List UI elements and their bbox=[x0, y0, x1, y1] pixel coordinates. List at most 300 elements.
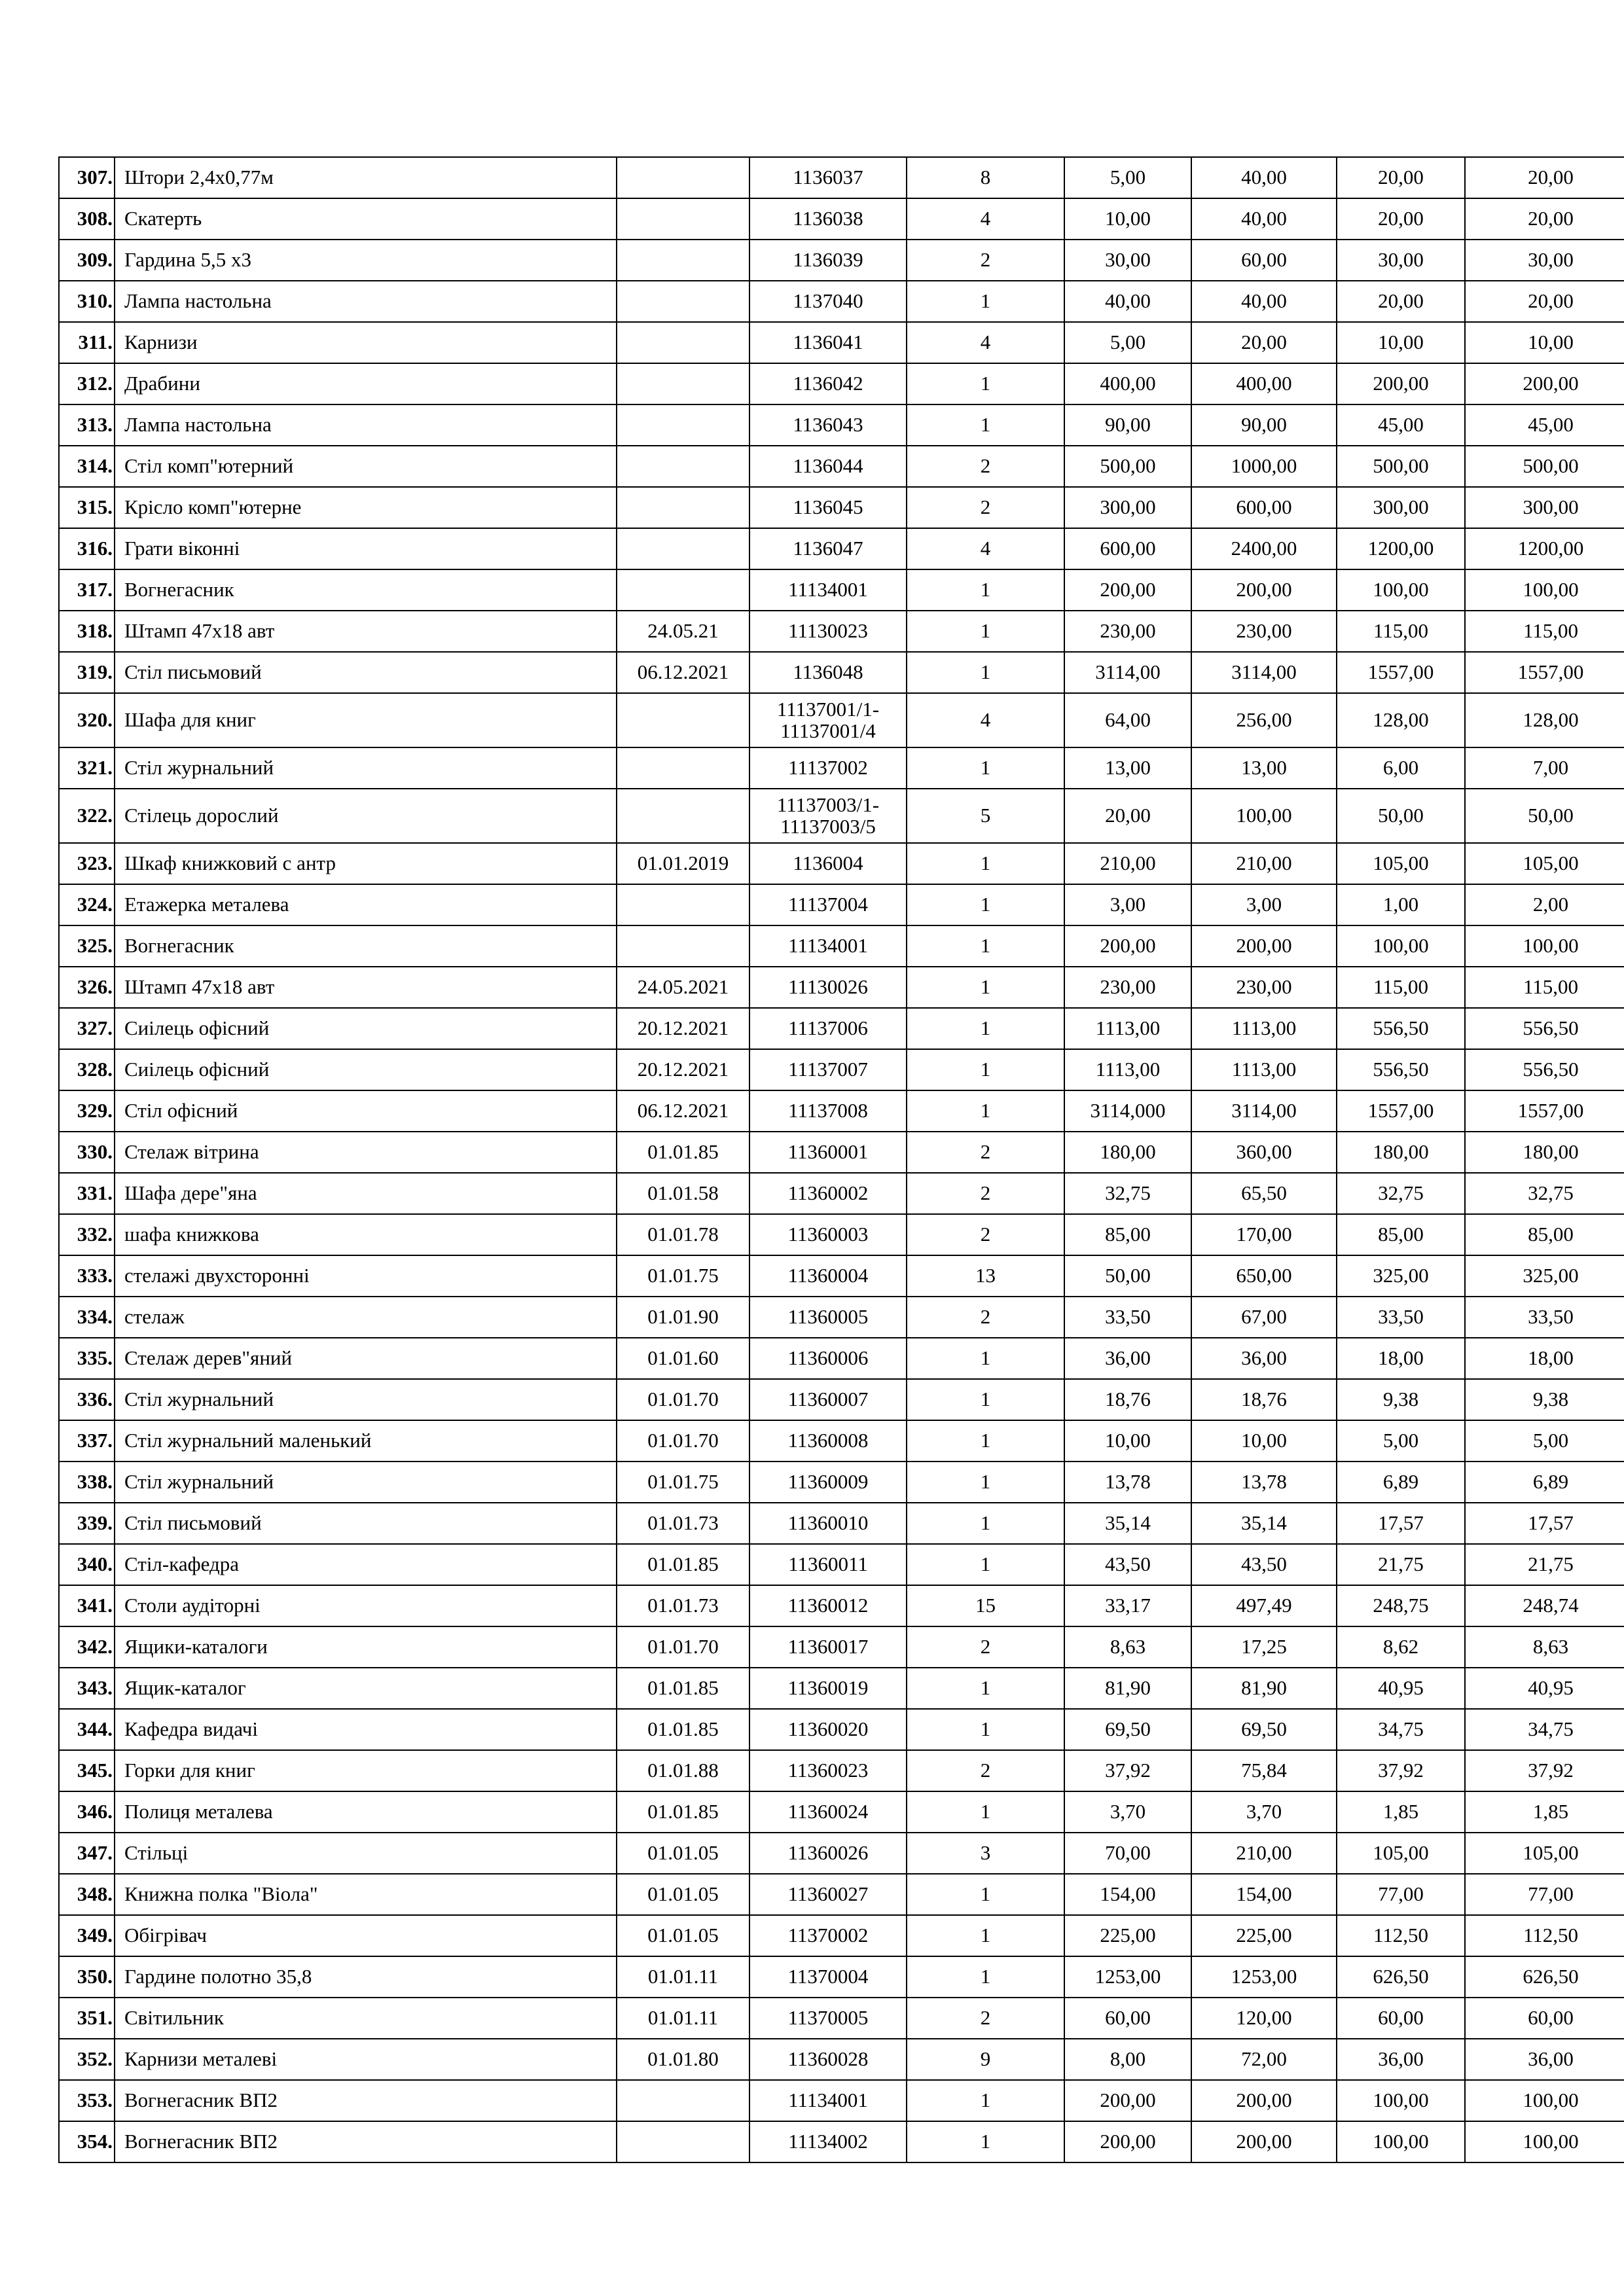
item-name-cell: Стільці bbox=[115, 1833, 617, 1874]
item-name-cell: Стіл журнальний маленький bbox=[115, 1420, 617, 1462]
table-row bbox=[59, 1626, 1624, 1668]
depreciation-cell: 17,57 bbox=[1337, 1503, 1465, 1544]
quantity-cell: 1 bbox=[907, 925, 1064, 967]
depreciation-cell: 100,00 bbox=[1337, 2121, 1465, 2162]
residual-value-cell: 60,00 bbox=[1465, 1998, 1624, 2039]
total-value-cell: 1113,00 bbox=[1191, 1008, 1337, 1049]
date-cell bbox=[617, 884, 749, 925]
inventory-number-cell: 11370002 bbox=[749, 1915, 907, 1956]
row-number-cell: 327. bbox=[59, 1008, 115, 1049]
depreciation-cell: 180,00 bbox=[1337, 1132, 1465, 1173]
unit-price-cell: 13,00 bbox=[1064, 747, 1191, 789]
inventory-number-cell: 1136041 bbox=[749, 322, 907, 363]
unit-price-cell: 225,00 bbox=[1064, 1915, 1191, 1956]
item-name-cell: Шкаф книжковий с антр bbox=[115, 843, 617, 884]
residual-value-cell: 17,57 bbox=[1465, 1503, 1624, 1544]
residual-value-cell: 626,50 bbox=[1465, 1956, 1624, 1998]
depreciation-cell: 21,75 bbox=[1337, 1544, 1465, 1585]
quantity-cell: 1 bbox=[907, 281, 1064, 322]
residual-value-cell: 325,00 bbox=[1465, 1255, 1624, 1297]
depreciation-cell: 40,95 bbox=[1337, 1668, 1465, 1709]
item-name-cell: Лампа настольна bbox=[115, 281, 617, 322]
date-cell: 06.12.2021 bbox=[617, 1090, 749, 1132]
table-row bbox=[59, 1750, 1624, 1791]
depreciation-cell: 60,00 bbox=[1337, 1998, 1465, 2039]
table-row bbox=[59, 446, 1624, 487]
item-name-cell: Столи аудіторні bbox=[115, 1585, 617, 1626]
item-name-cell: Стіл комп"ютерний bbox=[115, 446, 617, 487]
table-row bbox=[59, 1915, 1624, 1956]
unit-price-cell: 13,78 bbox=[1064, 1462, 1191, 1503]
depreciation-cell: 128,00 bbox=[1337, 693, 1465, 747]
date-cell: 01.01.85 bbox=[617, 1132, 749, 1173]
depreciation-cell: 20,00 bbox=[1337, 281, 1465, 322]
table-row bbox=[59, 1874, 1624, 1915]
unit-price-cell: 40,00 bbox=[1064, 281, 1191, 322]
total-value-cell: 3,00 bbox=[1191, 884, 1337, 925]
depreciation-cell: 100,00 bbox=[1337, 2080, 1465, 2121]
table-row bbox=[59, 528, 1624, 569]
quantity-cell: 5 bbox=[907, 789, 1064, 843]
unit-price-cell: 8,00 bbox=[1064, 2039, 1191, 2080]
quantity-cell: 2 bbox=[907, 1297, 1064, 1338]
residual-value-cell: 18,00 bbox=[1465, 1338, 1624, 1379]
unit-price-cell: 18,76 bbox=[1064, 1379, 1191, 1420]
quantity-cell: 15 bbox=[907, 1585, 1064, 1626]
inventory-number-cell: 11360027 bbox=[749, 1874, 907, 1915]
depreciation-cell: 20,00 bbox=[1337, 198, 1465, 240]
quantity-cell: 1 bbox=[907, 569, 1064, 611]
item-name-cell: стелаж bbox=[115, 1297, 617, 1338]
inventory-number-cell: 11360003 bbox=[749, 1214, 907, 1255]
quantity-cell: 1 bbox=[907, 1338, 1064, 1379]
inventory-number-cell: 1136038 bbox=[749, 198, 907, 240]
inventory-number-cell: 11137003/1- 11137003/5 bbox=[749, 789, 907, 843]
date-cell: 01.01.85 bbox=[617, 1791, 749, 1833]
total-value-cell: 75,84 bbox=[1191, 1750, 1337, 1791]
row-number-cell: 345. bbox=[59, 1750, 115, 1791]
item-name-cell: Стіл-кафедра bbox=[115, 1544, 617, 1585]
depreciation-cell: 248,75 bbox=[1337, 1585, 1465, 1626]
row-number-cell: 336. bbox=[59, 1379, 115, 1420]
inventory-number-cell: 1137040 bbox=[749, 281, 907, 322]
depreciation-cell: 1557,00 bbox=[1337, 1090, 1465, 1132]
row-number-cell: 352. bbox=[59, 2039, 115, 2080]
table-row bbox=[59, 652, 1624, 693]
inventory-number-cell: 11360020 bbox=[749, 1709, 907, 1750]
table-row bbox=[59, 198, 1624, 240]
depreciation-cell: 36,00 bbox=[1337, 2039, 1465, 2080]
unit-price-cell: 400,00 bbox=[1064, 363, 1191, 404]
quantity-cell: 1 bbox=[907, 1420, 1064, 1462]
residual-value-cell: 248,74 bbox=[1465, 1585, 1624, 1626]
residual-value-cell: 33,50 bbox=[1465, 1297, 1624, 1338]
unit-price-cell: 8,63 bbox=[1064, 1626, 1191, 1668]
total-value-cell: 65,50 bbox=[1191, 1173, 1337, 1214]
item-name-cell: Стелаж вітрина bbox=[115, 1132, 617, 1173]
total-value-cell: 210,00 bbox=[1191, 1833, 1337, 1874]
row-number-cell: 310. bbox=[59, 281, 115, 322]
table-row bbox=[59, 2121, 1624, 2162]
depreciation-cell: 115,00 bbox=[1337, 967, 1465, 1008]
item-name-cell: Шафа дере"яна bbox=[115, 1173, 617, 1214]
table-row bbox=[59, 569, 1624, 611]
row-number-cell: 344. bbox=[59, 1709, 115, 1750]
residual-value-cell: 105,00 bbox=[1465, 843, 1624, 884]
table-row bbox=[59, 2080, 1624, 2121]
date-cell bbox=[617, 363, 749, 404]
unit-price-cell: 10,00 bbox=[1064, 198, 1191, 240]
quantity-cell: 1 bbox=[907, 1791, 1064, 1833]
unit-price-cell: 37,92 bbox=[1064, 1750, 1191, 1791]
item-name-cell: Штамп 47х18 авт bbox=[115, 611, 617, 652]
quantity-cell: 1 bbox=[907, 747, 1064, 789]
date-cell: 01.01.2019 bbox=[617, 843, 749, 884]
quantity-cell: 1 bbox=[907, 843, 1064, 884]
depreciation-cell: 500,00 bbox=[1337, 446, 1465, 487]
quantity-cell: 9 bbox=[907, 2039, 1064, 2080]
row-number-cell: 313. bbox=[59, 404, 115, 446]
row-number-cell: 315. bbox=[59, 487, 115, 528]
inventory-number-cell: 11360023 bbox=[749, 1750, 907, 1791]
quantity-cell: 2 bbox=[907, 1626, 1064, 1668]
row-number-cell: 328. bbox=[59, 1049, 115, 1090]
unit-price-cell: 33,50 bbox=[1064, 1297, 1191, 1338]
quantity-cell: 1 bbox=[907, 1503, 1064, 1544]
residual-value-cell: 6,89 bbox=[1465, 1462, 1624, 1503]
total-value-cell: 40,00 bbox=[1191, 157, 1337, 198]
quantity-cell: 1 bbox=[907, 363, 1064, 404]
total-value-cell: 225,00 bbox=[1191, 1915, 1337, 1956]
total-value-cell: 13,00 bbox=[1191, 747, 1337, 789]
date-cell: 01.01.58 bbox=[617, 1173, 749, 1214]
total-value-cell: 3,70 bbox=[1191, 1791, 1337, 1833]
unit-price-cell: 500,00 bbox=[1064, 446, 1191, 487]
depreciation-cell: 9,38 bbox=[1337, 1379, 1465, 1420]
inventory-number-cell: 11137001/1- 11137001/4 bbox=[749, 693, 907, 747]
unit-price-cell: 5,00 bbox=[1064, 157, 1191, 198]
total-value-cell: 43,50 bbox=[1191, 1544, 1337, 1585]
quantity-cell: 2 bbox=[907, 1132, 1064, 1173]
row-number-cell: 330. bbox=[59, 1132, 115, 1173]
quantity-cell: 1 bbox=[907, 967, 1064, 1008]
quantity-cell: 2 bbox=[907, 1750, 1064, 1791]
table-row bbox=[59, 322, 1624, 363]
item-name-cell: Вогнегасник ВП2 bbox=[115, 2121, 617, 2162]
row-number-cell: 332. bbox=[59, 1214, 115, 1255]
quantity-cell: 1 bbox=[907, 1956, 1064, 1998]
total-value-cell: 360,00 bbox=[1191, 1132, 1337, 1173]
unit-price-cell: 200,00 bbox=[1064, 2080, 1191, 2121]
inventory-number-cell: 1136048 bbox=[749, 652, 907, 693]
date-cell: 01.01.05 bbox=[617, 1874, 749, 1915]
depreciation-cell: 34,75 bbox=[1337, 1709, 1465, 1750]
row-number-cell: 322. bbox=[59, 789, 115, 843]
total-value-cell: 230,00 bbox=[1191, 611, 1337, 652]
inventory-number-cell: 1136045 bbox=[749, 487, 907, 528]
date-cell bbox=[617, 404, 749, 446]
residual-value-cell: 180,00 bbox=[1465, 1132, 1624, 1173]
item-name-cell: Стіл офісний bbox=[115, 1090, 617, 1132]
date-cell: 01.01.73 bbox=[617, 1503, 749, 1544]
depreciation-cell: 556,50 bbox=[1337, 1049, 1465, 1090]
depreciation-cell: 325,00 bbox=[1337, 1255, 1465, 1297]
row-number-cell: 321. bbox=[59, 747, 115, 789]
item-name-cell: Стілець дорослий bbox=[115, 789, 617, 843]
row-number-cell: 317. bbox=[59, 569, 115, 611]
quantity-cell: 2 bbox=[907, 446, 1064, 487]
unit-price-cell: 230,00 bbox=[1064, 611, 1191, 652]
unit-price-cell: 600,00 bbox=[1064, 528, 1191, 569]
date-cell: 01.01.85 bbox=[617, 1709, 749, 1750]
unit-price-cell: 20,00 bbox=[1064, 789, 1191, 843]
date-cell bbox=[617, 747, 749, 789]
total-value-cell: 100,00 bbox=[1191, 789, 1337, 843]
date-cell bbox=[617, 528, 749, 569]
depreciation-cell: 626,50 bbox=[1337, 1956, 1465, 1998]
residual-value-cell: 36,00 bbox=[1465, 2039, 1624, 2080]
inventory-number-cell: 1136047 bbox=[749, 528, 907, 569]
unit-price-cell: 69,50 bbox=[1064, 1709, 1191, 1750]
table-row bbox=[59, 1585, 1624, 1626]
unit-price-cell: 81,90 bbox=[1064, 1668, 1191, 1709]
depreciation-cell: 10,00 bbox=[1337, 322, 1465, 363]
unit-price-cell: 230,00 bbox=[1064, 967, 1191, 1008]
table-row bbox=[59, 1255, 1624, 1297]
table-row bbox=[59, 1420, 1624, 1462]
item-name-cell: Гардине полотно 35,8 bbox=[115, 1956, 617, 1998]
row-number-cell: 348. bbox=[59, 1874, 115, 1915]
table-row bbox=[59, 1833, 1624, 1874]
row-number-cell: 338. bbox=[59, 1462, 115, 1503]
quantity-cell: 3 bbox=[907, 1833, 1064, 1874]
item-name-cell: Стіл журнальний bbox=[115, 1462, 617, 1503]
item-name-cell: Гардина 5,5 х3 bbox=[115, 240, 617, 281]
row-number-cell: 314. bbox=[59, 446, 115, 487]
depreciation-cell: 30,00 bbox=[1337, 240, 1465, 281]
residual-value-cell: 1557,00 bbox=[1465, 1090, 1624, 1132]
residual-value-cell: 9,38 bbox=[1465, 1379, 1624, 1420]
inventory-number-cell: 1136039 bbox=[749, 240, 907, 281]
total-value-cell: 1000,00 bbox=[1191, 446, 1337, 487]
table-row bbox=[59, 1956, 1624, 1998]
item-name-cell: Вогнегасник bbox=[115, 925, 617, 967]
row-number-cell: 320. bbox=[59, 693, 115, 747]
residual-value-cell: 115,00 bbox=[1465, 611, 1624, 652]
date-cell bbox=[617, 569, 749, 611]
row-number-cell: 354. bbox=[59, 2121, 115, 2162]
residual-value-cell: 7,00 bbox=[1465, 747, 1624, 789]
quantity-cell: 1 bbox=[907, 1544, 1064, 1585]
item-name-cell: Ящики-каталоги bbox=[115, 1626, 617, 1668]
quantity-cell: 1 bbox=[907, 1462, 1064, 1503]
residual-value-cell: 1,85 bbox=[1465, 1791, 1624, 1833]
inventory-number-cell: 1136004 bbox=[749, 843, 907, 884]
residual-value-cell: 5,00 bbox=[1465, 1420, 1624, 1462]
date-cell bbox=[617, 198, 749, 240]
unit-price-cell: 5,00 bbox=[1064, 322, 1191, 363]
date-cell: 01.01.73 bbox=[617, 1585, 749, 1626]
total-value-cell: 200,00 bbox=[1191, 2080, 1337, 2121]
unit-price-cell: 1253,00 bbox=[1064, 1956, 1191, 1998]
quantity-cell: 2 bbox=[907, 1998, 1064, 2039]
row-number-cell: 324. bbox=[59, 884, 115, 925]
table-row bbox=[59, 1379, 1624, 1420]
item-name-cell: Карнизи металеві bbox=[115, 2039, 617, 2080]
total-value-cell: 72,00 bbox=[1191, 2039, 1337, 2080]
depreciation-cell: 105,00 bbox=[1337, 843, 1465, 884]
quantity-cell: 4 bbox=[907, 528, 1064, 569]
total-value-cell: 1113,00 bbox=[1191, 1049, 1337, 1090]
depreciation-cell: 6,00 bbox=[1337, 747, 1465, 789]
inventory-number-cell: 11370004 bbox=[749, 1956, 907, 1998]
unit-price-cell: 3114,00 bbox=[1064, 652, 1191, 693]
residual-value-cell: 100,00 bbox=[1465, 569, 1624, 611]
row-number-cell: 326. bbox=[59, 967, 115, 1008]
residual-value-cell: 40,95 bbox=[1465, 1668, 1624, 1709]
total-value-cell: 1253,00 bbox=[1191, 1956, 1337, 1998]
total-value-cell: 3114,00 bbox=[1191, 1090, 1337, 1132]
row-number-cell: 337. bbox=[59, 1420, 115, 1462]
inventory-table bbox=[58, 156, 1624, 2163]
date-cell: 01.01.75 bbox=[617, 1462, 749, 1503]
date-cell bbox=[617, 2121, 749, 2162]
item-name-cell: Полиця металева bbox=[115, 1791, 617, 1833]
table-row bbox=[59, 1049, 1624, 1090]
total-value-cell: 650,00 bbox=[1191, 1255, 1337, 1297]
depreciation-cell: 100,00 bbox=[1337, 569, 1465, 611]
residual-value-cell: 500,00 bbox=[1465, 446, 1624, 487]
unit-price-cell: 1113,00 bbox=[1064, 1049, 1191, 1090]
inventory-number-cell: 11360009 bbox=[749, 1462, 907, 1503]
row-number-cell: 329. bbox=[59, 1090, 115, 1132]
item-name-cell: Стіл письмовий bbox=[115, 1503, 617, 1544]
depreciation-cell: 1,00 bbox=[1337, 884, 1465, 925]
depreciation-cell: 5,00 bbox=[1337, 1420, 1465, 1462]
inventory-number-cell: 11137004 bbox=[749, 884, 907, 925]
total-value-cell: 69,50 bbox=[1191, 1709, 1337, 1750]
date-cell: 24.05.2021 bbox=[617, 967, 749, 1008]
total-value-cell: 20,00 bbox=[1191, 322, 1337, 363]
inventory-number-cell: 11360007 bbox=[749, 1379, 907, 1420]
date-cell bbox=[617, 281, 749, 322]
table-row bbox=[59, 1544, 1624, 1585]
residual-value-cell: 34,75 bbox=[1465, 1709, 1624, 1750]
date-cell: 01.01.90 bbox=[617, 1297, 749, 1338]
date-cell bbox=[617, 487, 749, 528]
item-name-cell: Шафа для книг bbox=[115, 693, 617, 747]
item-name-cell: Вогнегасник ВП2 bbox=[115, 2080, 617, 2121]
total-value-cell: 60,00 bbox=[1191, 240, 1337, 281]
inventory-number-cell: 11360008 bbox=[749, 1420, 907, 1462]
total-value-cell: 36,00 bbox=[1191, 1338, 1337, 1379]
unit-price-cell: 3114,000 bbox=[1064, 1090, 1191, 1132]
inventory-number-cell: 11370005 bbox=[749, 1998, 907, 2039]
table-row bbox=[59, 789, 1624, 843]
item-name-cell: стелажі двухсторонні bbox=[115, 1255, 617, 1297]
depreciation-cell: 50,00 bbox=[1337, 789, 1465, 843]
item-name-cell: Штамп 47х18 авт bbox=[115, 967, 617, 1008]
date-cell: 24.05.21 bbox=[617, 611, 749, 652]
table-row bbox=[59, 843, 1624, 884]
item-name-cell: Стіл журнальний bbox=[115, 1379, 617, 1420]
inventory-number-cell: 11360012 bbox=[749, 1585, 907, 1626]
inventory-number-cell: 11360001 bbox=[749, 1132, 907, 1173]
depreciation-cell: 115,00 bbox=[1337, 611, 1465, 652]
item-name-cell: Стіл письмовий bbox=[115, 652, 617, 693]
depreciation-cell: 556,50 bbox=[1337, 1008, 1465, 1049]
residual-value-cell: 8,63 bbox=[1465, 1626, 1624, 1668]
date-cell: 01.01.05 bbox=[617, 1915, 749, 1956]
row-number-cell: 340. bbox=[59, 1544, 115, 1585]
total-value-cell: 154,00 bbox=[1191, 1874, 1337, 1915]
depreciation-cell: 85,00 bbox=[1337, 1214, 1465, 1255]
inventory-number-cell: 11137007 bbox=[749, 1049, 907, 1090]
inventory-number-cell: 1136037 bbox=[749, 157, 907, 198]
table-row bbox=[59, 1090, 1624, 1132]
table-row bbox=[59, 925, 1624, 967]
row-number-cell: 312. bbox=[59, 363, 115, 404]
quantity-cell: 4 bbox=[907, 198, 1064, 240]
unit-price-cell: 70,00 bbox=[1064, 1833, 1191, 1874]
total-value-cell: 170,00 bbox=[1191, 1214, 1337, 1255]
residual-value-cell: 112,50 bbox=[1465, 1915, 1624, 1956]
residual-value-cell: 20,00 bbox=[1465, 198, 1624, 240]
date-cell bbox=[617, 693, 749, 747]
total-value-cell: 10,00 bbox=[1191, 1420, 1337, 1462]
table-row bbox=[59, 487, 1624, 528]
residual-value-cell: 20,00 bbox=[1465, 157, 1624, 198]
date-cell: 01.01.85 bbox=[617, 1668, 749, 1709]
total-value-cell: 3114,00 bbox=[1191, 652, 1337, 693]
depreciation-cell: 32,75 bbox=[1337, 1173, 1465, 1214]
quantity-cell: 1 bbox=[907, 1915, 1064, 1956]
unit-price-cell: 300,00 bbox=[1064, 487, 1191, 528]
table-row bbox=[59, 884, 1624, 925]
date-cell: 01.01.70 bbox=[617, 1379, 749, 1420]
inventory-number-cell: 11360017 bbox=[749, 1626, 907, 1668]
residual-value-cell: 556,50 bbox=[1465, 1008, 1624, 1049]
residual-value-cell: 100,00 bbox=[1465, 925, 1624, 967]
quantity-cell: 1 bbox=[907, 1668, 1064, 1709]
total-value-cell: 120,00 bbox=[1191, 1998, 1337, 2039]
unit-price-cell: 90,00 bbox=[1064, 404, 1191, 446]
total-value-cell: 210,00 bbox=[1191, 843, 1337, 884]
table-row bbox=[59, 1791, 1624, 1833]
depreciation-cell: 18,00 bbox=[1337, 1338, 1465, 1379]
inventory-number-cell: 11130023 bbox=[749, 611, 907, 652]
quantity-cell: 2 bbox=[907, 1173, 1064, 1214]
depreciation-cell: 1,85 bbox=[1337, 1791, 1465, 1833]
unit-price-cell: 210,00 bbox=[1064, 843, 1191, 884]
unit-price-cell: 200,00 bbox=[1064, 569, 1191, 611]
residual-value-cell: 30,00 bbox=[1465, 240, 1624, 281]
date-cell: 01.01.60 bbox=[617, 1338, 749, 1379]
inventory-number-cell: 11137006 bbox=[749, 1008, 907, 1049]
depreciation-cell: 37,92 bbox=[1337, 1750, 1465, 1791]
unit-price-cell: 1113,00 bbox=[1064, 1008, 1191, 1049]
total-value-cell: 17,25 bbox=[1191, 1626, 1337, 1668]
inventory-number-cell: 11134001 bbox=[749, 2080, 907, 2121]
item-name-cell: Ящик-каталог bbox=[115, 1668, 617, 1709]
unit-price-cell: 85,00 bbox=[1064, 1214, 1191, 1255]
table-row bbox=[59, 1503, 1624, 1544]
date-cell: 06.12.2021 bbox=[617, 652, 749, 693]
unit-price-cell: 200,00 bbox=[1064, 2121, 1191, 2162]
item-name-cell: Книжна полка "Віола" bbox=[115, 1874, 617, 1915]
table-row bbox=[59, 157, 1624, 198]
item-name-cell: Крісло комп"ютерне bbox=[115, 487, 617, 528]
